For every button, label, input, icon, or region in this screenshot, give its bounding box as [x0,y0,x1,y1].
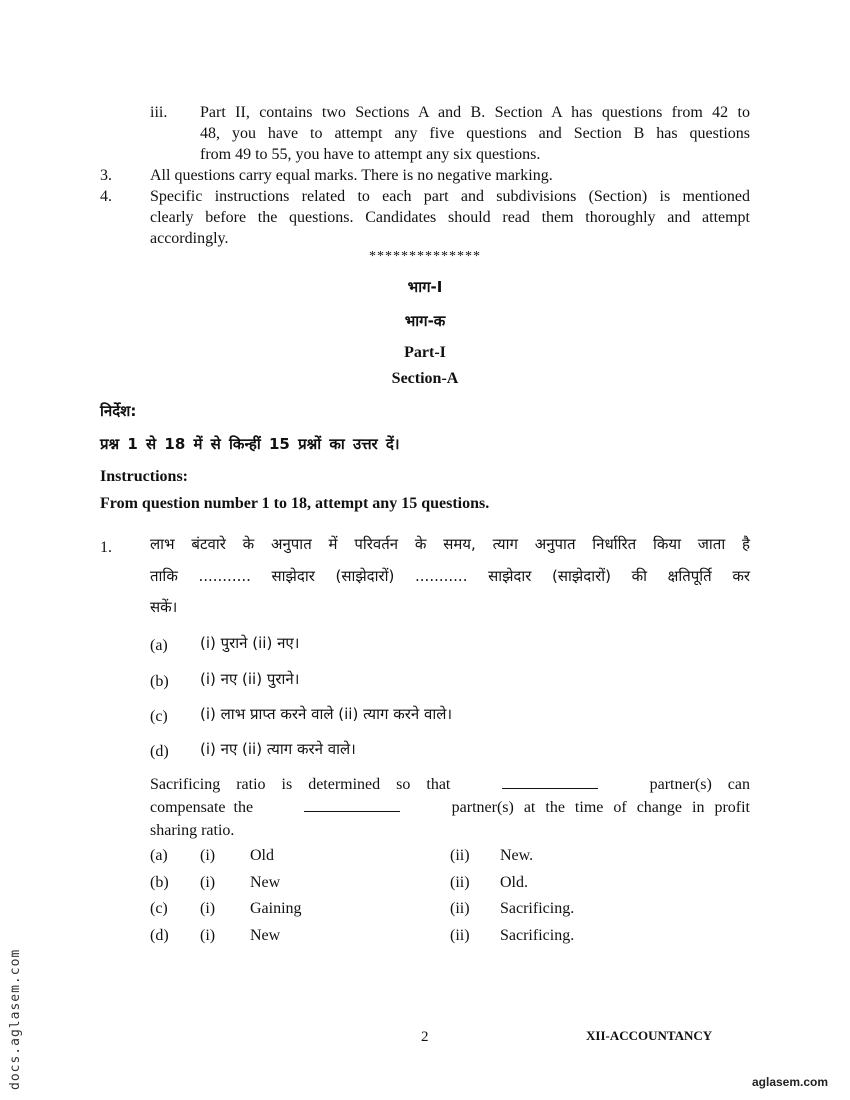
question-1-hindi-line-3: सकें। [150,598,178,616]
english-option-c-ii: (ii) [450,900,470,917]
english-option-d-label: (d) [150,927,169,944]
question-1-number: 1. [100,539,112,556]
hindi-option-c-text: (i) लाभ प्राप्त करने वाले (ii) त्याग करने वाले। [200,705,453,723]
item-4-line-1: Specific instructions related to each part and subdivisions (Section) is mentioned [150,188,750,205]
brand-logo-text[interactable]: aglasem.com [752,1075,829,1089]
item-iii-line-3: from 49 to 55, you have to attempt any six questions. [200,146,541,163]
page-number: 2 [421,1029,429,1045]
english-option-a-label: (a) [150,847,168,864]
hindi-option-a-label: (a) [150,637,168,654]
answer-blank-2 [304,797,400,812]
item-iii-line-2: 48, you have to attempt any five questions and Section B has questions [200,125,750,142]
english-option-c-first: Gaining [250,900,302,917]
english-option-b-second: Old. [500,874,528,891]
hindi-option-a-text: (i) पुराने (ii) नए। [200,634,300,652]
hindi-option-c-label: (c) [150,708,168,725]
question-1-hindi-line-1: लाभ बंटवारे के अनुपात में परिवर्तन के समय, त्याग अनुपात निर्धारित किया जाता है [150,535,750,553]
item-4-line-2: clearly before the questions. Candidates should read them thoroughly and attempt [150,209,750,226]
english-option-a-ii: (ii) [450,847,470,864]
question-1-english-line-1 [150,774,750,795]
hindi-instructions-label: निर्देश: [100,402,137,420]
item-3-number: 3. [100,167,112,184]
english-option-d-first: New [250,927,281,944]
english-line-1-part-b: partner(s) can [649,776,750,793]
english-line-2-part-a: compensate the [150,799,254,816]
hindi-option-d-label: (d) [150,743,169,760]
english-option-b-i: (i) [200,874,216,891]
hindi-option-d-text: (i) नए (ii) त्याग करने वाले। [200,740,356,758]
english-instructions-label: Instructions: [100,468,189,485]
hindi-option-b-text: (i) नए (ii) पुराने। [200,670,300,688]
english-option-b-ii: (ii) [450,874,470,891]
hindi-option-b-label: (b) [150,673,169,690]
question-1-english-line-3: sharing ratio. [150,822,235,839]
english-option-d-second: Sacrificing. [500,927,575,944]
item-4-line-3: accordingly. [150,230,229,247]
english-option-d-ii: (ii) [450,927,470,944]
item-iii-number: iii. [150,104,168,121]
english-option-c-label: (c) [150,900,168,917]
separator-stars: ************** [369,249,481,264]
english-option-a-second: New. [500,847,534,864]
english-option-a-first: Old [250,847,274,864]
heading-bhag-ka: भाग-क [404,312,446,330]
item-3-text: All questions carry equal marks. There is no negative marking. [150,167,553,184]
english-option-c-second: Sacrificing. [500,900,575,917]
watermark-text: docs.aglasem.com [8,948,23,1090]
subject-footer: XII-ACCOUNTANCY [586,1028,713,1043]
hindi-instructions-text: प्रश्न 1 से 18 में से किन्हीं 15 प्रश्नों का उत्तर दें। [100,435,400,453]
question-1-hindi-line-2: ताकि ........... साझेदार (साझेदारों) ........... साझेदार (साझेदारों) की क्षतिपूर्ति कर [150,567,750,585]
heading-part-i: Part-I [404,344,446,361]
item-iii-line-1: Part II, contains two Sections A and B. Section A has questions from 42 to [200,104,750,121]
english-line-1-part-a: Sacrificing ratio is determined so that [150,776,451,793]
english-line-2-part-b: partner(s) at the time of change in profit [451,799,750,816]
heading-bhag-i: भाग-I [407,278,443,296]
heading-section-a: Section-A [391,370,459,387]
answer-blank-1 [502,774,598,789]
english-option-a-i: (i) [200,847,216,864]
item-4-number: 4. [100,188,112,205]
english-option-c-i: (i) [200,900,216,917]
question-1-english-line-2 [150,797,750,818]
english-option-b-first: New [250,874,281,891]
english-instructions-text: From question number 1 to 18, attempt any 15 questions. [100,495,490,512]
english-option-b-label: (b) [150,874,169,891]
english-option-d-i: (i) [200,927,216,944]
